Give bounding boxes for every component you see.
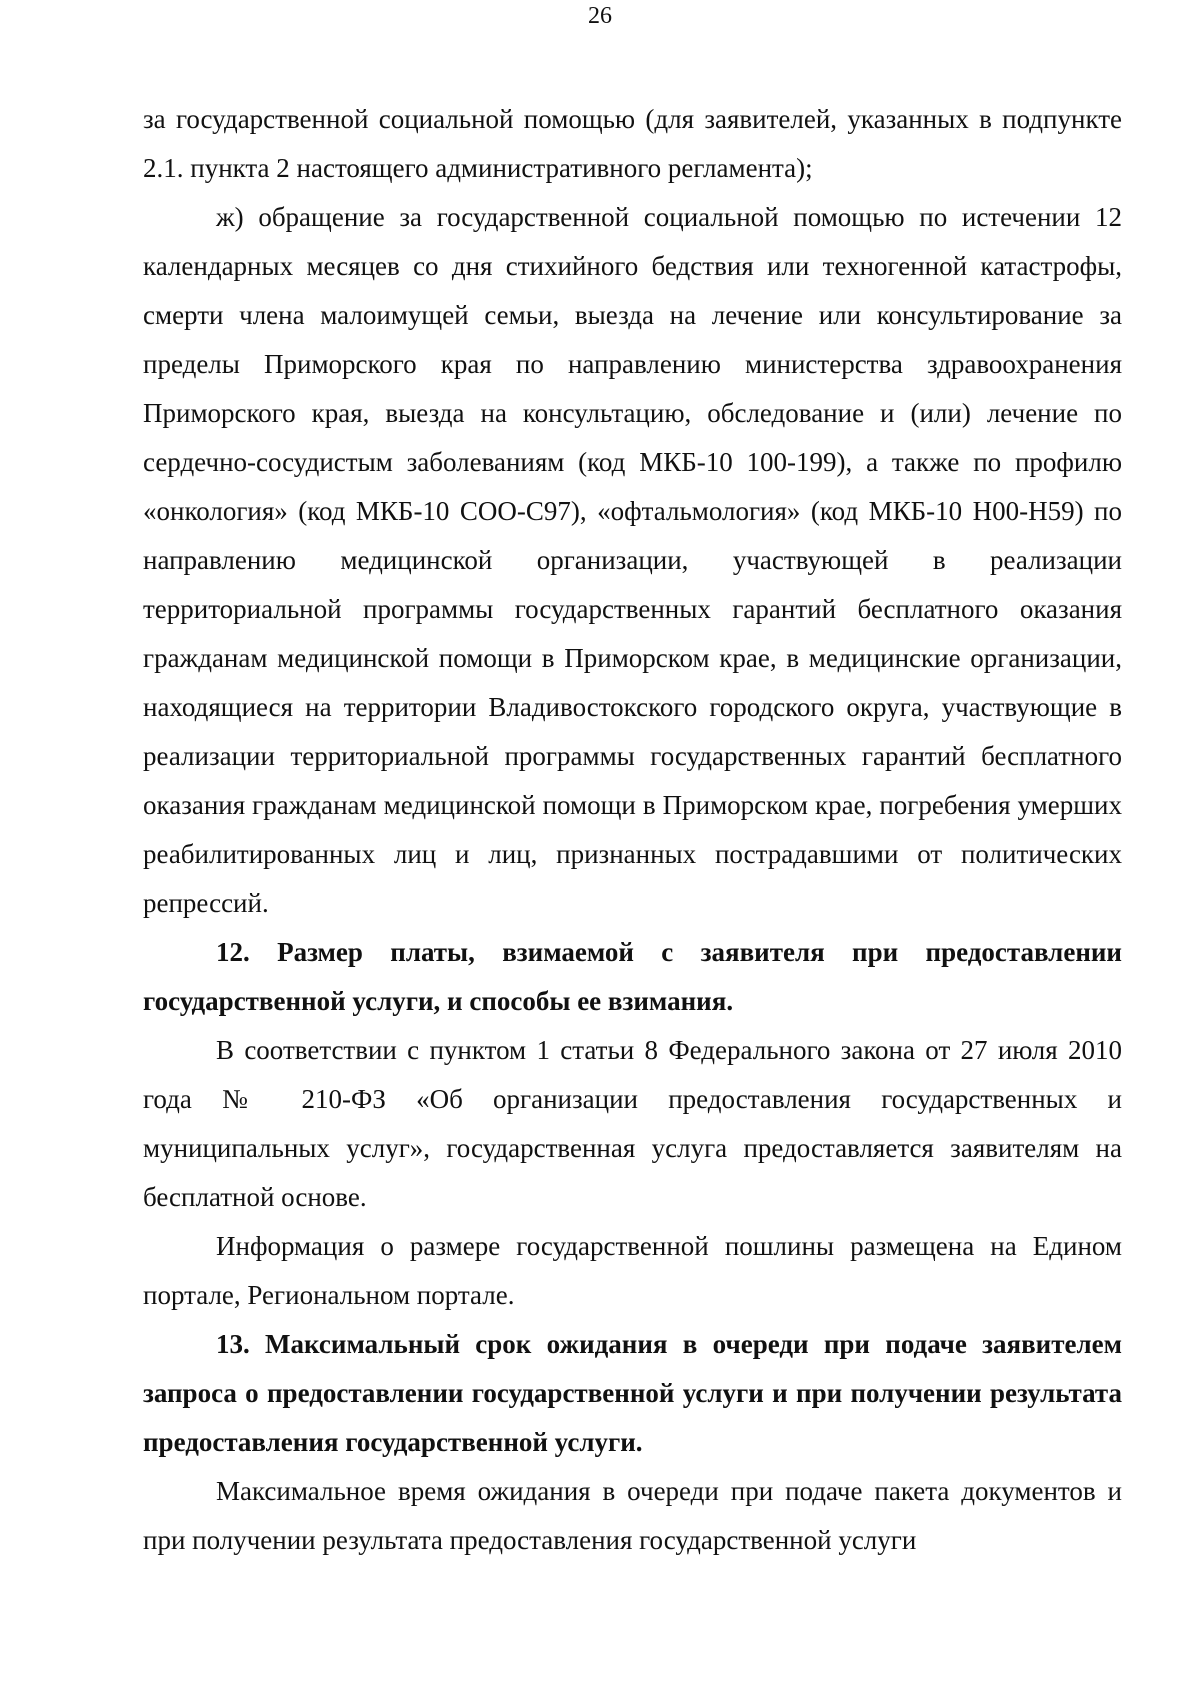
section-heading-13: 13. Максимальный срок ожидания в очереди при подаче заявителем запроса о предоставлении государственной услуги и при получении результата предоставления государственной услуги. bbox=[143, 1329, 1122, 1457]
paragraph-continuation: за государственной социальной помощью (для заявителей, указанных в подпункте 2.1. пункта 2 настоящего административного регламента); bbox=[143, 104, 1122, 183]
paragraph-fee-basis: В соответствии с пунктом 1 статьи 8 Федерального закона от 27 июля 2010 года № 210-ФЗ «Об организации предоставления государственных и муниципальных услуг», государственная услуга предоставляется заявителям на бесплатной основе. bbox=[143, 1035, 1122, 1212]
section-heading-12: 12. Размер платы, взимаемой с заявителя при предоставлении государственной услуги, и способы ее взимания. bbox=[143, 937, 1122, 1016]
paragraph-item-zh: ж) обращение за государственной социальной помощью по истечении 12 календарных месяцев со дня стихийного бедствия или техногенной катастрофы, смерти члена малоимущей семьи, выезда на лечение или консультирование за пределы Приморского края по направлению министерства здравоохранения Приморского края, выезда на консультацию, обследование и (или) лечение по сердечно-сосудистым заболеваниям (код МКБ-10 100-199), а также по профилю «онкология» (код МКБ-10 СОО-С97), «офтальмология» (код МКБ-10 Н00-Н59) по направлению медицинской организации, участвующей в реализации территориальной программы государственных гарантий бесплатного оказания гражданам медицинской помощи в Приморском крае, в медицинские организации, находящиеся на территории Владивостокского городского округа, участвующие в реализации территориальной программы государственных гарантий бесплатного оказания гражданам медицинской помощи в Приморском крае, погребения умерших реабилитированных лиц и лиц, признанных пострадавшими от политических репрессий. bbox=[143, 202, 1122, 918]
paragraph-queue-time: Максимальное время ожидания в очереди при подаче пакета документов и при получении результата предоставления государственной услуги bbox=[143, 1476, 1122, 1555]
document-body bbox=[143, 95, 1122, 1565]
paragraph-duty-info: Информация о размере государственной пошлины размещена на Едином портале, Региональном портале. bbox=[143, 1231, 1122, 1310]
page-number: 26 bbox=[588, 3, 612, 29]
